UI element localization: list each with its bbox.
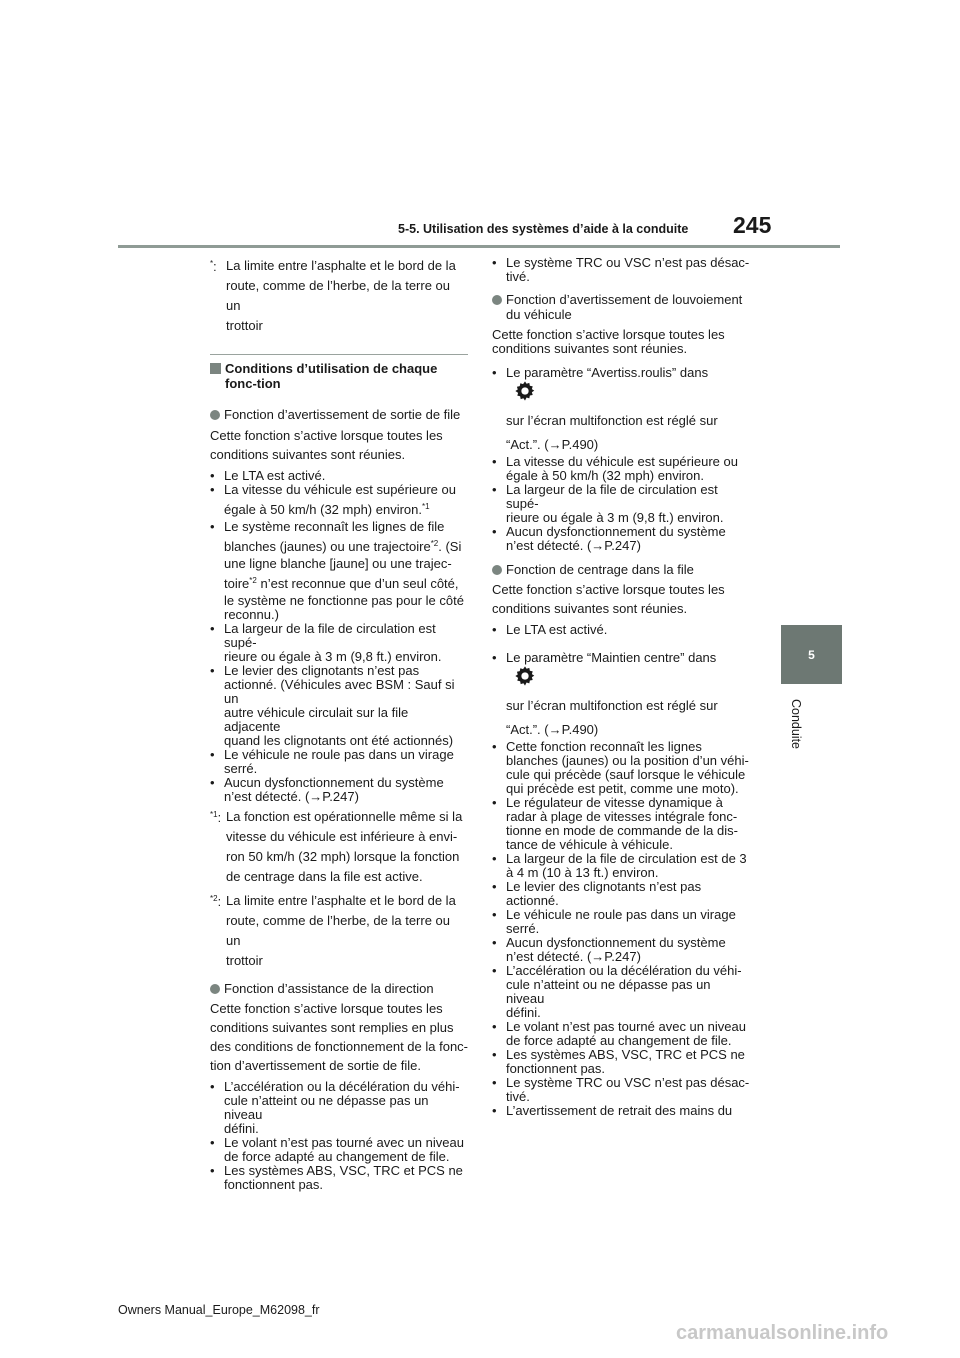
page-number: 245 xyxy=(733,212,772,238)
gear-icon xyxy=(514,665,536,687)
list-item: • La largeur de la file de circulation est supé- rieure ou égale à 3 m (9,8 ft.) environ. xyxy=(492,482,724,525)
list-item: • Le régulateur de vitesse dynamique à radar à plage de vitesses intégrale fonc- tionne en mode de commande de la dis- tance de véhicule à véhicule. xyxy=(492,795,738,852)
list-item: • La largeur de la file de circulation est de 3 à 4 m (10 à 13 ft.) environ. xyxy=(492,851,747,880)
list-item: • Le volant n’est pas tourné avec un niveau de force adapté au changement de file. xyxy=(210,1135,464,1164)
section-header-title: 5-5. Utilisation des systèmes d’aide à la conduite xyxy=(398,222,689,236)
list-item: • Le levier des clignotants n’est pas actionné. (Véhicules avec BSM : Sauf si un autre véhicule circulait sur la file adjacente quand les clignotants ont été actionnés) xyxy=(210,663,455,748)
paragraph: conditions suivantes sont réunies. xyxy=(492,601,688,616)
circle-bullet-icon xyxy=(210,410,220,420)
list-item: • Le véhicule ne roule pas dans un virage serré. xyxy=(210,747,454,776)
list-item: • L’accélération ou la décélération du véhi- cule n’atteint ou ne dépasse pas un niveau défini. xyxy=(210,1079,460,1136)
paragraph: Cette fonction s’active lorsque toutes les xyxy=(210,428,443,443)
subsection-heading: Fonction d’avertissement de sortie de file xyxy=(210,407,468,422)
paragraph: Cette fonction s’active lorsque toutes les conditions suivantes sont réunies. xyxy=(492,327,725,356)
list-item: • Le paramètre “Maintien centre” dans sur l’écran multifonction est réglé sur “Act.”. (→P.490) xyxy=(492,650,718,737)
list-item: • L’avertissement de retrait des mains du xyxy=(492,1103,733,1118)
paragraph: Cette fonction s’active lorsque toutes les xyxy=(210,1001,443,1016)
list-item: • Les systèmes ABS, VSC, TRC et PCS ne fonctionnent pas. xyxy=(210,1163,463,1192)
list-item: • Le véhicule ne roule pas dans un virage serré. xyxy=(492,907,736,936)
list-item: • Aucun dysfonctionnement du système n’est détecté. (→P.247) xyxy=(210,775,444,804)
gear-icon xyxy=(514,380,536,402)
list-item: • La largeur de la file de circulation est supé- rieure ou égale à 3 m (9,8 ft.) environ. xyxy=(210,621,442,664)
list-item: • La vitesse du véhicule est supérieure ou égale à 50 km/h (32 mph) environ.$^{*1}$ xyxy=(210,482,456,517)
footer-text: Owners Manual_Europe_M62098_fr xyxy=(118,1303,320,1317)
list-item: • La vitesse du véhicule est supérieure ou égale à 50 km/h (32 mph) environ. xyxy=(492,454,738,483)
list-item: • Le paramètre “Avertiss.roulis” dans sur l’écran multifonction est réglé sur “Act.”. (→P.490) xyxy=(492,365,718,452)
subsection-heading: Fonction d’assistance de la direction xyxy=(210,981,468,996)
paragraph: Cette fonction s’active lorsque toutes les xyxy=(492,582,725,597)
chapter-tab xyxy=(781,625,842,684)
square-bullet-icon xyxy=(210,363,221,374)
list-item: • Aucun dysfonctionnement du système n’est détecté. (→P.247) xyxy=(492,524,726,553)
list-item: • Les systèmes ABS, VSC, TRC et PCS ne fonctionnent pas. xyxy=(492,1047,745,1076)
section-rule xyxy=(210,354,468,355)
chapter-label: Conduite xyxy=(789,698,803,750)
watermark: carmanualsonline.info xyxy=(676,1322,889,1344)
list-item: • Le levier des clignotants n’est pas actionné. xyxy=(492,879,702,908)
list-item: • Le système TRC ou VSC n’est pas désac- tivé. xyxy=(492,255,750,284)
footnote-top: *: La limite entre l’asphalte et le bord de la route, comme de l’herbe, de la terre ou un trottoir xyxy=(210,258,456,333)
footnote-2: $^{*2}$: La limite entre l’asphalte et le bord de la route, comme de l’herbe, de la terre ou un trottoir xyxy=(210,893,456,968)
circle-bullet-icon xyxy=(210,984,220,994)
list-item: • Aucun dysfonctionnement du système n’est détecté. (→P.247) xyxy=(492,935,726,964)
footnote-1: $^{*1}$: La fonction est opérationnelle même si la vitesse du véhicule est inférieure à envi- ron 50 km/h (32 mph) lorsque la fonction de centrage dans la file est active. xyxy=(210,809,463,884)
chapter-number: 5 xyxy=(808,647,815,662)
left-column xyxy=(210,256,468,1192)
circle-bullet-icon xyxy=(492,295,502,305)
circle-bullet-icon xyxy=(492,565,502,575)
list-item: • Le LTA est activé. xyxy=(492,622,608,637)
section-title: Conditions d’utilisation de chaque fonc-tion xyxy=(210,361,468,391)
list-item: • Le système reconnaît les lignes de file blanches (jaunes) ou une trajectoire$^{*2}$. (Si une ligne blanche [jaune] ou une trajec- toire$^{*2}$ n’est reconnue que d’un seul côté, le système ne fonctionne pas pour le côté reconnu.) xyxy=(210,519,464,622)
paragraph: conditions suivantes sont remplies en plus xyxy=(210,1020,454,1035)
list-item: • Le système TRC ou VSC n’est pas désac- tivé. xyxy=(492,1075,750,1104)
subsection-heading: Fonction d’avertissement de louvoiement du véhicule xyxy=(492,292,750,322)
list-item: • Le volant n’est pas tourné avec un niveau de force adapté au changement de file. xyxy=(492,1019,746,1048)
list-item: • Cette fonction reconnaît les lignes blanches (jaunes) ou la position d’un véhi- cule qui précède (sauf lorsque le véhicule qui précède est petit, comme une moto). xyxy=(492,739,749,796)
subsection-heading: Fonction de centrage dans la file xyxy=(492,562,750,577)
list-item: • L’accélération ou la décélération du véhi- cule n’atteint ou ne dépasse pas un niveau défini. xyxy=(492,963,742,1020)
right-column xyxy=(492,256,750,1118)
paragraph: tion d’avertissement de sortie de file. xyxy=(210,1058,421,1073)
paragraph: conditions suivantes sont réunies. xyxy=(210,447,406,462)
paragraph: des conditions de fonctionnement de la fonc- xyxy=(210,1039,469,1054)
list-item: • Le LTA est activé. xyxy=(210,468,326,483)
header-rule xyxy=(118,245,840,248)
